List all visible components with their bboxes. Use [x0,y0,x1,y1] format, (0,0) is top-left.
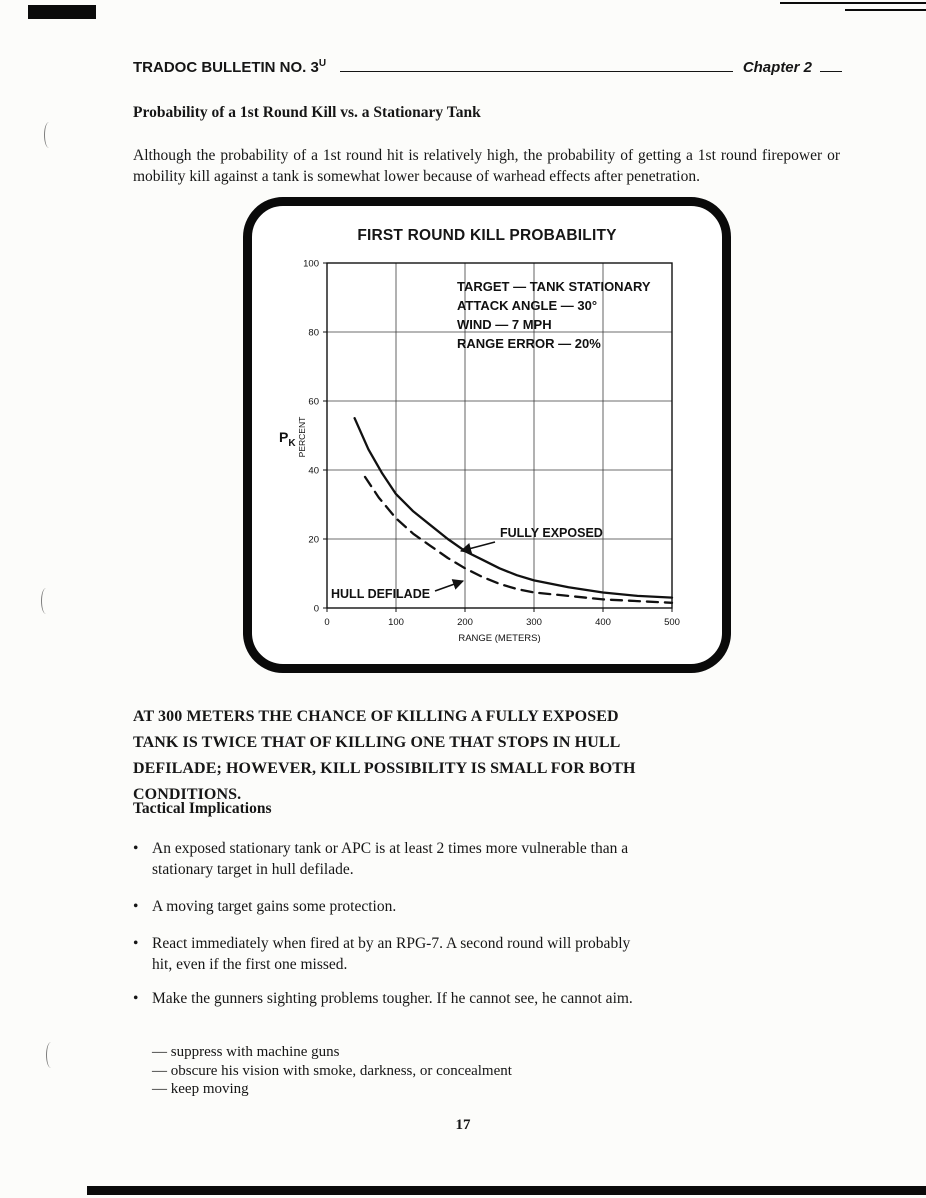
scan-artifact-paren-1 [44,122,54,148]
svg-text:ATTACK ANGLE — 30°: ATTACK ANGLE — 30° [457,298,598,313]
svg-text:0: 0 [313,603,319,615]
svg-text:100: 100 [388,617,404,628]
svg-text:RANGE ERROR — 20%: RANGE ERROR — 20% [457,336,601,351]
bulletin-title: TRADOC BULLETIN NO. $3^U$ [133,58,327,76]
svg-text:80: 80 [308,327,319,339]
svg-text:400: 400 [595,617,611,628]
svg-text:500: 500 [664,617,680,628]
chart-title: FIRST ROUND KILL PROBABILITY [357,227,617,244]
svg-text:200: 200 [457,617,473,628]
bullet-text: An exposed stationary tank or APC is at least 2 times more vulnerable than a stationary target in hull defilade. [152,840,629,878]
svg-text:40: 40 [308,465,319,477]
callout-paragraph: AT 300 METERS THE CHANCE OF KILLING A FULLY EXPOSED TANK IS TWICE THAT OF KILLING ONE THAT STOPS IN HULL DEFILADE; HOWEVER, KILL POSSIBILITY IS SMALL FOR BOTH CONDITIONS. [133,708,636,803]
list-item [133,838,673,880]
svg-text:HULL DEFILADE: HULL DEFILADE [331,587,431,601]
bullet-text: React immediately when fired at by an RPG-7. A second round will probably hit, even if the first one missed. [152,935,631,973]
header-rule-short [820,71,842,72]
svg-text:PK: $P_K$ [279,429,296,449]
svg-text:FULLY EXPOSED: FULLY EXPOSED [500,526,603,540]
sub-bullet: — suppress with machine guns [152,1044,340,1060]
svg-text:20: 20 [308,534,319,546]
kill-probability-plot [257,251,717,653]
scan-artifact-paren-2 [41,588,51,614]
scan-artifact-paren-3 [46,1042,56,1068]
bullet-glyph: • [133,840,139,857]
bullet-text: Make the gunners sighting problems tougher. If he cannot see, he cannot aim. [152,990,633,1007]
list-item [133,933,673,975]
bullet-glyph: • [133,935,139,952]
tactical-implications-heading: Tactical Implications [133,800,272,817]
svg-text:0: 0 [324,617,330,628]
scan-artifact-top-right-line [780,2,926,4]
bullet-glyph: • [133,990,139,1007]
scan-artifact-top-right-line-2 [845,9,926,11]
page-number: 17 [455,1117,471,1133]
svg-text:PERCENT: PERCENT [297,416,307,458]
intro-paragraph: Although the probability of a 1st round hit is relatively high, the probability of getting a 1st round firepower or mobility kill against a tank is somewhat lower because of warhead effects after penetration. [133,147,840,185]
bullet-glyph: • [133,898,139,915]
svg-text:300: 300 [526,617,542,628]
svg-text:60: 60 [308,396,319,408]
svg-text:100: 100 [303,258,319,270]
section-title: Probability of a 1st Round Kill vs. a Stationary Tank [133,104,481,121]
sub-bullet-list [152,1043,512,1099]
page-header [133,58,842,76]
scan-artifact-bottom-bar [87,1186,926,1195]
scan-artifact-top-left-bar [28,5,96,19]
sub-bullet: — obscure his vision with smoke, darkness, or concealment [152,1062,512,1079]
chapter-label: Chapter 2 [742,59,812,76]
list-item [133,896,673,917]
bulletin-superscript: U [318,58,327,69]
header-rule [340,71,733,72]
bullet-list [133,838,673,1009]
svg-text:WIND — 7 MPH: WIND — 7 MPH [457,317,552,332]
svg-text:TARGET — TANK STATIONARY: TARGET — TANK STATIONARY [457,279,651,294]
kill-probability-chart [243,197,731,673]
svg-text:RANGE (METERS): RANGE (METERS) [458,633,541,644]
list-item [133,988,673,1009]
bullet-text: A moving target gains some protection. [152,898,397,915]
sub-bullet: — keep moving [152,1081,249,1097]
